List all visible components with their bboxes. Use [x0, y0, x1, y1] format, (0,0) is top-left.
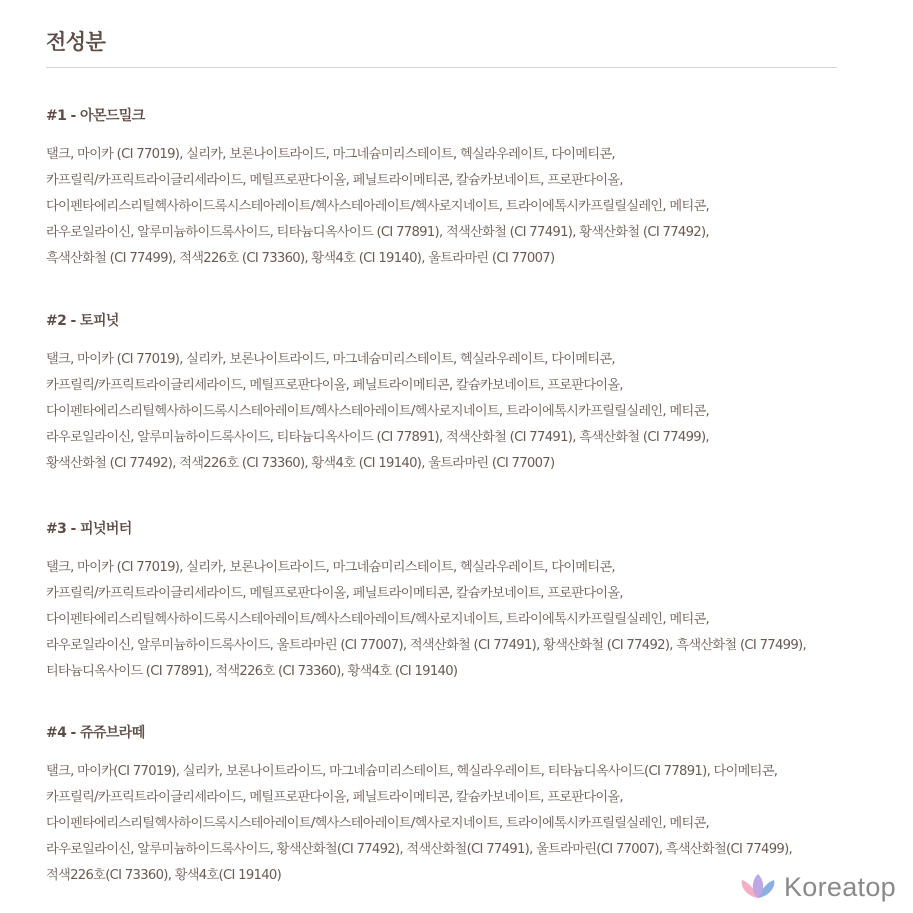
- ingredient-line: 라우로일라이신, 알루미늄하이드록사이드, 황색산화철(CI 77492), 적색산화철(CI 77491), 울트라마린(CI 77007), 흑색산화철(CI 77499),: [46, 842, 793, 857]
- title-divider: [46, 67, 837, 68]
- brand-watermark: [738, 869, 896, 905]
- ingredient-section-1: [46, 103, 896, 272]
- section-heading: #2 - 토피넛: [46, 313, 119, 329]
- ingredient-section-2: [46, 308, 896, 477]
- ingredient-line: 탤크, 마이카(CI 77019), 실리카, 보론나이트라이드, 마그네슘미리스테이트, 헥실라우레이트, 티타늄디옥사이드(CI 77891), 다이메티콘,: [46, 764, 778, 779]
- section-heading: #4 - 쥬쥬브라떼: [46, 725, 145, 741]
- ingredient-line: 카프릴릭/카프릭트라이글리세라이드, 메틸프로판다이올, 페닐트라이메티콘, 칼슘카보네이트, 프로판다이올,: [46, 173, 623, 188]
- ingredient-line: 티타늄디옥사이드 (CI 77891), 적색226호 (CI 73360), 황색4호 (CI 19140): [46, 664, 458, 679]
- ingredient-line: 카프릴릭/카프릭트라이글리세라이드, 메틸프로판다이올, 페닐트라이메티콘, 칼슘카보네이트, 프로판다이올,: [46, 790, 623, 805]
- ingredient-section-3: [46, 516, 896, 685]
- ingredient-line: 탤크, 마이카 (CI 77019), 실리카, 보론나이트라이드, 마그네슘미리스테이트, 헥실라우레이트, 다이메티콘,: [46, 352, 615, 367]
- ingredient-line: 라우로일라이신, 알루미늄하이드록사이드, 울트라마린 (CI 77007), 적색산화철 (CI 77491), 황색산화철 (CI 77492), 흑색산화철 (CI 77499),: [46, 638, 806, 653]
- ingredient-line: 탤크, 마이카 (CI 77019), 실리카, 보론나이트라이드, 마그네슘미리스테이트, 헥실라우레이트, 다이메티콘,: [46, 147, 615, 162]
- brand-name: Koreatop: [784, 871, 896, 902]
- ingredient-section-4: [46, 720, 896, 889]
- ingredient-line: 카프릴릭/카프릭트라이글리세라이드, 메틸프로판다이올, 페닐트라이메티콘, 칼슘카보네이트, 프로판다이올,: [46, 586, 623, 601]
- ingredient-line: 라우로일라이신, 알루미늄하이드록사이드, 티타늄디옥사이드 (CI 77891), 적색산화철 (CI 77491), 흑색산화철 (CI 77499),: [46, 430, 709, 445]
- ingredient-line: 흑색산화철 (CI 77499), 적색226호 (CI 73360), 황색4호 (CI 19140), 울트라마린 (CI 77007): [46, 251, 555, 266]
- ingredient-line: 탤크, 마이카 (CI 77019), 실리카, 보론나이트라이드, 마그네슘미리스테이트, 헥실라우레이트, 다이메티콘,: [46, 560, 615, 575]
- ingredient-line: 다이펜타에리스리틸헥사하이드록시스테아레이트/헥사스테아레이트/헥사로지네이트, 트라이에톡시카프릴릴실레인, 메티콘,: [46, 199, 710, 214]
- ingredient-line: 적색226호(CI 73360), 황색4호(CI 19140): [46, 868, 282, 883]
- page-title: 전성분: [46, 30, 106, 54]
- ingredient-line: 황색산화철 (CI 77492), 적색226호 (CI 73360), 황색4호 (CI 19140), 울트라마린 (CI 77007): [46, 456, 555, 471]
- section-heading: #1 - 아몬드밀크: [46, 108, 145, 124]
- ingredient-line: 라우로일라이신, 알루미늄하이드록사이드, 티타늄디옥사이드 (CI 77891), 적색산화철 (CI 77491), 황색산화철 (CI 77492),: [46, 225, 709, 240]
- ingredient-line: 다이펜타에리스리틸헥사하이드록시스테아레이트/헥사스테아레이트/헥사로지네이트, 트라이에톡시카프릴릴실레인, 메티콘,: [46, 816, 710, 831]
- ingredient-line: 카프릴릭/카프릭트라이글리세라이드, 메틸프로판다이올, 페닐트라이메티콘, 칼슘카보네이트, 프로판다이올,: [46, 378, 623, 393]
- section-heading: #3 - 피넛버터: [46, 521, 132, 537]
- lotus-icon: [738, 872, 778, 902]
- ingredient-line: 다이펜타에리스리틸헥사하이드록시스테아레이트/헥사스테아레이트/헥사로지네이트, 트라이에톡시카프릴릴실레인, 메티콘,: [46, 404, 710, 419]
- ingredient-line: 다이펜타에리스리틸헥사하이드록시스테아레이트/헥사스테아레이트/헥사로지네이트, 트라이에톡시카프릴릴실레인, 메티콘,: [46, 612, 710, 627]
